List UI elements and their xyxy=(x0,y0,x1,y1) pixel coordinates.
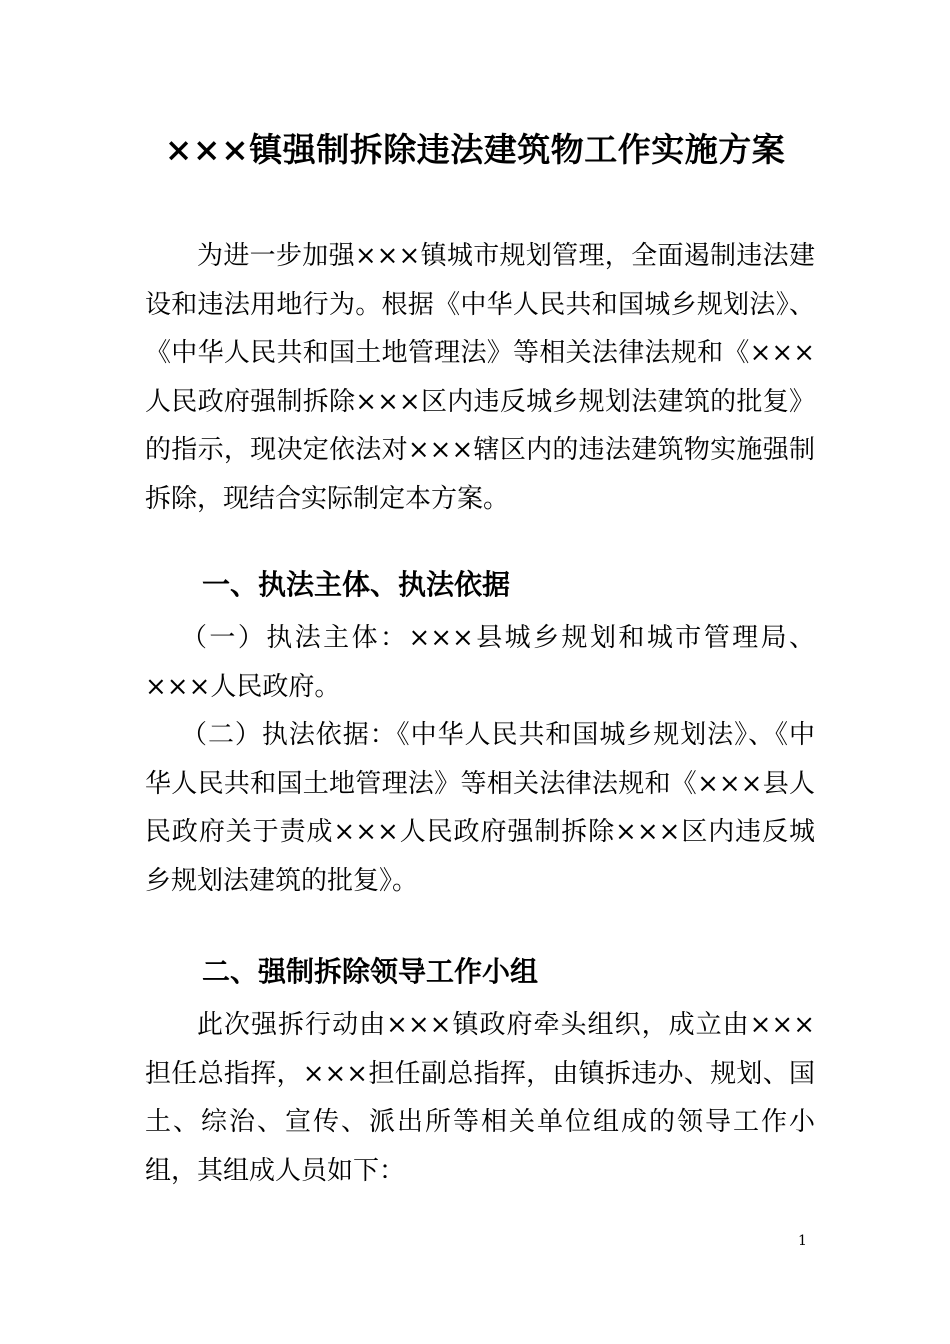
section-2-paragraph: 此次强拆行动由×××镇政府牵头组织，成立由×××担任总指挥，×××担任副总指挥，由镇拆违办、规划、国土、综治、宣传、派出所等相关单位组成的领导工作小组，其组成人员如下： xyxy=(145,1010,815,1186)
page-number: 1 xyxy=(798,1233,807,1249)
section-1-item-1: （一）执法主体：×××县城乡规划和城市管理局、×××人民政府。 xyxy=(145,623,815,702)
intro-paragraph: 为进一步加强×××镇城市规划管理，全面遏制违法建设和违法用地行为。根据《中华人民共和国城乡规划法》、《中华人民共和国土地管理法》等相关法律法规和《×××人民政府强制拆除×××区内违反城乡规划法建筑的批复》的指示，现决定依法对×××辖区内的违法建筑物实施强制拆除，现结合实际制定本方案。 xyxy=(145,241,815,514)
section-1-item-2: （二）执法依据：《中华人民共和国城乡规划法》、《中华人民共和国土地管理法》等相关法律法规和《×××县人民政府关于责成×××人民政府强制拆除×××区内违反城乡规划法建筑的批复》。 xyxy=(145,720,815,896)
document-title: ×××镇强制拆除违法建筑物工作实施方案 xyxy=(164,130,786,169)
section-2-heading: 二、强制拆除领导工作小组 xyxy=(202,955,539,988)
section-1-heading: 一、执法主体、执法依据 xyxy=(202,568,511,601)
